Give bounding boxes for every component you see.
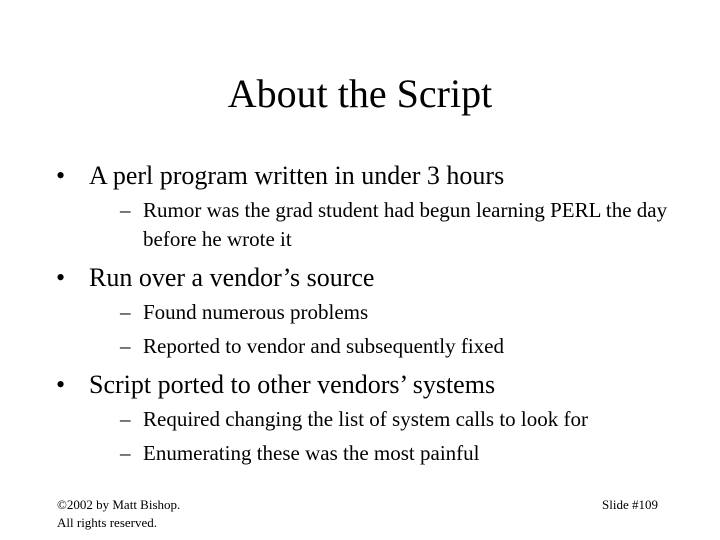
bullet-item <box>56 260 676 361</box>
dash-icon: – <box>120 300 131 324</box>
bullet-text: Run over a vendor’s source <box>89 263 375 292</box>
sub-bullet-list <box>89 298 676 361</box>
copyright-text: ©2002 by Matt Bishop. <box>57 497 181 512</box>
slide-number: Slide #109 <box>602 497 658 512</box>
sub-bullet-item <box>120 196 676 254</box>
bullet-icon: • <box>56 370 66 399</box>
dash-icon: – <box>120 441 131 465</box>
sub-bullet-list <box>89 405 676 468</box>
bullet-item <box>56 158 676 254</box>
sub-bullet-text: Reported to vendor and subsequently fixed <box>143 334 504 358</box>
sub-bullet-list <box>89 196 676 254</box>
bullet-text: A perl program written in under 3 hours <box>89 161 505 190</box>
sub-bullet-text: Rumor was the grad student had begun learning PERL the day before he wrote it <box>143 198 668 251</box>
dash-icon: – <box>120 198 131 222</box>
sub-bullet-item <box>120 298 676 327</box>
rights-text: All rights reserved. <box>57 515 158 530</box>
sub-bullet-item <box>120 332 676 361</box>
bullet-list <box>56 158 676 468</box>
slide-title: About the Script <box>227 71 493 116</box>
sub-bullet-text: Required changing the list of system calls to look for <box>143 407 588 431</box>
bullet-text: Script ported to other vendors’ systems <box>89 370 496 399</box>
bullet-icon: • <box>56 263 66 292</box>
sub-bullet-text: Found numerous problems <box>143 300 369 324</box>
sub-bullet-text: Enumerating these was the most painful <box>143 441 480 465</box>
dash-icon: – <box>120 407 131 431</box>
footer-copyright <box>57 496 180 532</box>
bullet-icon: • <box>56 161 66 190</box>
dash-icon: – <box>120 334 131 358</box>
sub-bullet-item <box>120 405 676 434</box>
bullet-item <box>56 367 676 468</box>
sub-bullet-item <box>120 439 676 468</box>
